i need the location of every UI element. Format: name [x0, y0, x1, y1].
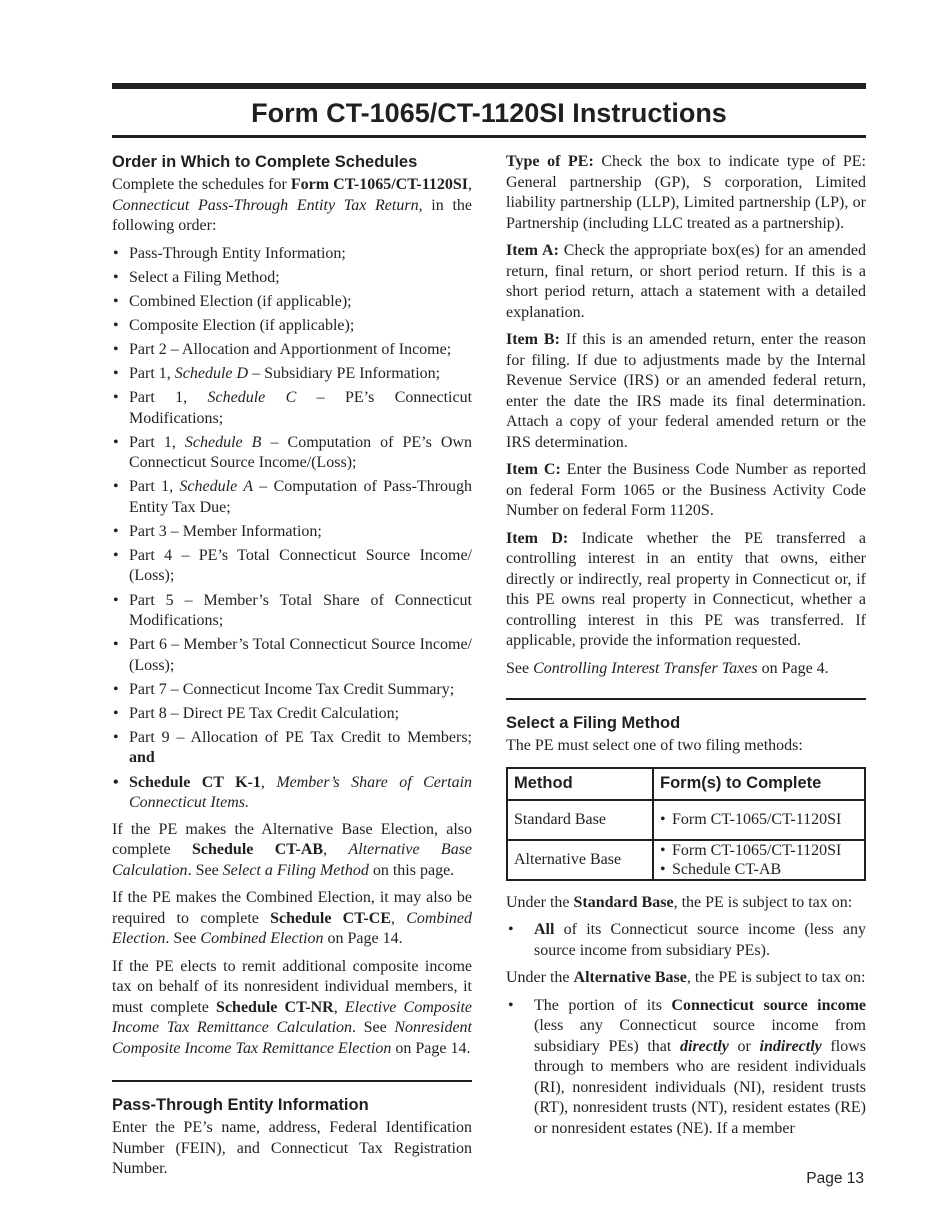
method-cell: Standard Base	[507, 800, 653, 840]
list-item: • Part 8 – Direct PE Tax Credit Calculation;	[112, 704, 472, 725]
list-item: • Part 9 – Allocation of PE Tax Credit to Members; and	[112, 728, 472, 769]
page-number: Page 13	[806, 1170, 864, 1187]
left-column	[112, 152, 472, 1187]
item-d-paragraph: Item D: Indicate whether the PE transferred a controlling interest in an entity that owns, either directly or indirectly, real property in Connecticut or, if this PE owns real property in Connecticut, whether a controlling interest in this PE was transferred. If applicable, provide the information requested.	[506, 529, 866, 649]
list-item: • Part 1, Schedule A – Computation of Pass-Through Entity Tax Due;	[112, 477, 472, 518]
list-item: • Part 6 – Member’s Total Connecticut Source Income/ (Loss);	[112, 635, 472, 676]
combined-election-paragraph: If the PE makes the Combined Election, it may also be required to complete Schedule CT-CE, Combined Election. See Combined Election on Page 14.	[112, 889, 472, 947]
forms-cell	[653, 840, 865, 880]
table-header-forms: Form(s) to Complete	[653, 768, 865, 800]
see-controlling-interest: See Controlling Interest Transfer Taxes on Page 4.	[506, 659, 829, 677]
list-item: • Part 2 – Allocation and Apportionment of Income;	[112, 340, 472, 361]
standard-base-list	[506, 920, 866, 961]
order-intro: Complete the schedules for Form CT-1065/CT-1120SI, Connecticut Pass-Through Entity Tax Return, in the following order:	[112, 176, 472, 234]
list-item: • Schedule CT K-1, Member’s Share of Certain Connecticut Items.	[112, 773, 472, 814]
composite-paragraph: If the PE elects to remit additional composite income tax on behalf of its nonresident individual members, it must complete Schedule CT-NR, Elective Composite Income Tax Remittance Calculation. See Nonresident Composite Income Tax Remittance Election on Page 14.	[112, 957, 472, 1057]
order-heading: Order in Which to Complete Schedules	[112, 153, 418, 171]
table-header-row	[507, 768, 865, 800]
list-item: • All of its Connecticut source income (less any source income from subsidiary PEs).	[506, 920, 866, 961]
item-c-paragraph: Item C: Enter the Business Code Number as reported on federal Form 1065 or the Business Activity Code Number on federal Form 1120S.	[506, 461, 866, 519]
alternative-base-paragraph: Under the Alternative Base, the PE is subject to tax on:	[506, 969, 866, 986]
title-rule	[112, 135, 866, 138]
form-item: • Schedule CT-AB	[660, 860, 858, 879]
list-item: • The portion of its Connecticut source income (less any Connecticut source income from subsidiary PEs) that directly or indirectly flows through to members who are resident individuals (RI), nonresident individuals (NI), resident trusts (RT), nonresident trusts (NT), resident estates (RE) or nonresident estates (NE). If a member	[506, 996, 866, 1140]
form-item: • Form CT-1065/CT-1120SI	[660, 841, 858, 860]
type-of-pe-paragraph: Type of PE: Check the box to indicate type of PE: General partnership (GP), S corporation, Limited liability partnership (LLP), Limited partnership (LP), or Partnership (including LLC treated as a partnership).	[506, 153, 867, 232]
list-item: • Part 1, Schedule C – PE’s Connecticut Modifications;	[112, 388, 472, 429]
page-title: Form CT-1065/CT-1120SI Instructions	[251, 98, 727, 128]
list-item: • Part 1, Schedule B – Computation of PE’s Own Connecticut Source Income/(Loss);	[112, 433, 472, 474]
section-divider	[112, 1080, 472, 1082]
list-item: • Part 7 – Connecticut Income Tax Credit Summary;	[112, 680, 472, 701]
standard-base-paragraph: Under the Standard Base, the PE is subject to tax on:	[506, 893, 853, 911]
list-item: • Pass-Through Entity Information;	[112, 244, 472, 265]
form-item: • Form CT-1065/CT-1120SI	[660, 810, 858, 829]
forms-cell	[653, 800, 865, 840]
right-column	[506, 152, 866, 1146]
order-list	[112, 244, 472, 814]
alternative-base-paragraph: If the PE makes the Alternative Base Election, also complete Schedule CT-AB, Alternative Base Calculation. See Select a Filing Method on this page.	[112, 820, 473, 879]
method-cell: Alternative Base	[507, 840, 653, 880]
pte-info-heading: Pass-Through Entity Information	[112, 1096, 369, 1114]
pte-info-text: Enter the PE’s name, address, Federal Identification Number (FEIN), and Connecticut Tax Registration Number.	[112, 1119, 472, 1177]
list-item: • Combined Election (if applicable);	[112, 292, 472, 313]
alternative-base-list	[506, 996, 866, 1140]
list-item: • Part 5 – Member’s Total Share of Connecticut Modifications;	[112, 591, 472, 632]
table-row	[507, 840, 865, 880]
list-item: • Part 4 – PE’s Total Connecticut Source Income/ (Loss);	[112, 546, 472, 587]
table-header-method: Method	[507, 768, 653, 800]
section-divider	[506, 698, 866, 700]
filing-method-table	[506, 767, 866, 881]
list-item: • Part 3 – Member Information;	[112, 522, 472, 543]
list-item: • Select a Filing Method;	[112, 268, 472, 289]
filing-method-heading: Select a Filing Method	[506, 714, 681, 732]
filing-method-intro: The PE must select one of two filing methods:	[506, 737, 803, 754]
list-item: • Part 1, Schedule D – Subsidiary PE Information;	[112, 364, 472, 385]
list-item: • Composite Election (if applicable);	[112, 316, 472, 337]
item-b-paragraph: Item B: If this is an amended return, enter the reason for filing. If due to adjustments made by the Internal Revenue Service (IRS) or an amended federal return, enter the date the IRS made its final determination. Attach a copy of your federal amended return or the IRS determination.	[506, 331, 867, 451]
top-rule	[112, 83, 866, 89]
item-a-paragraph: Item A: Check the appropriate box(es) for an amended return, final return, or short period return. If this is a short period return, attach a statement with a detailed explanation.	[506, 242, 866, 321]
table-row	[507, 800, 865, 840]
